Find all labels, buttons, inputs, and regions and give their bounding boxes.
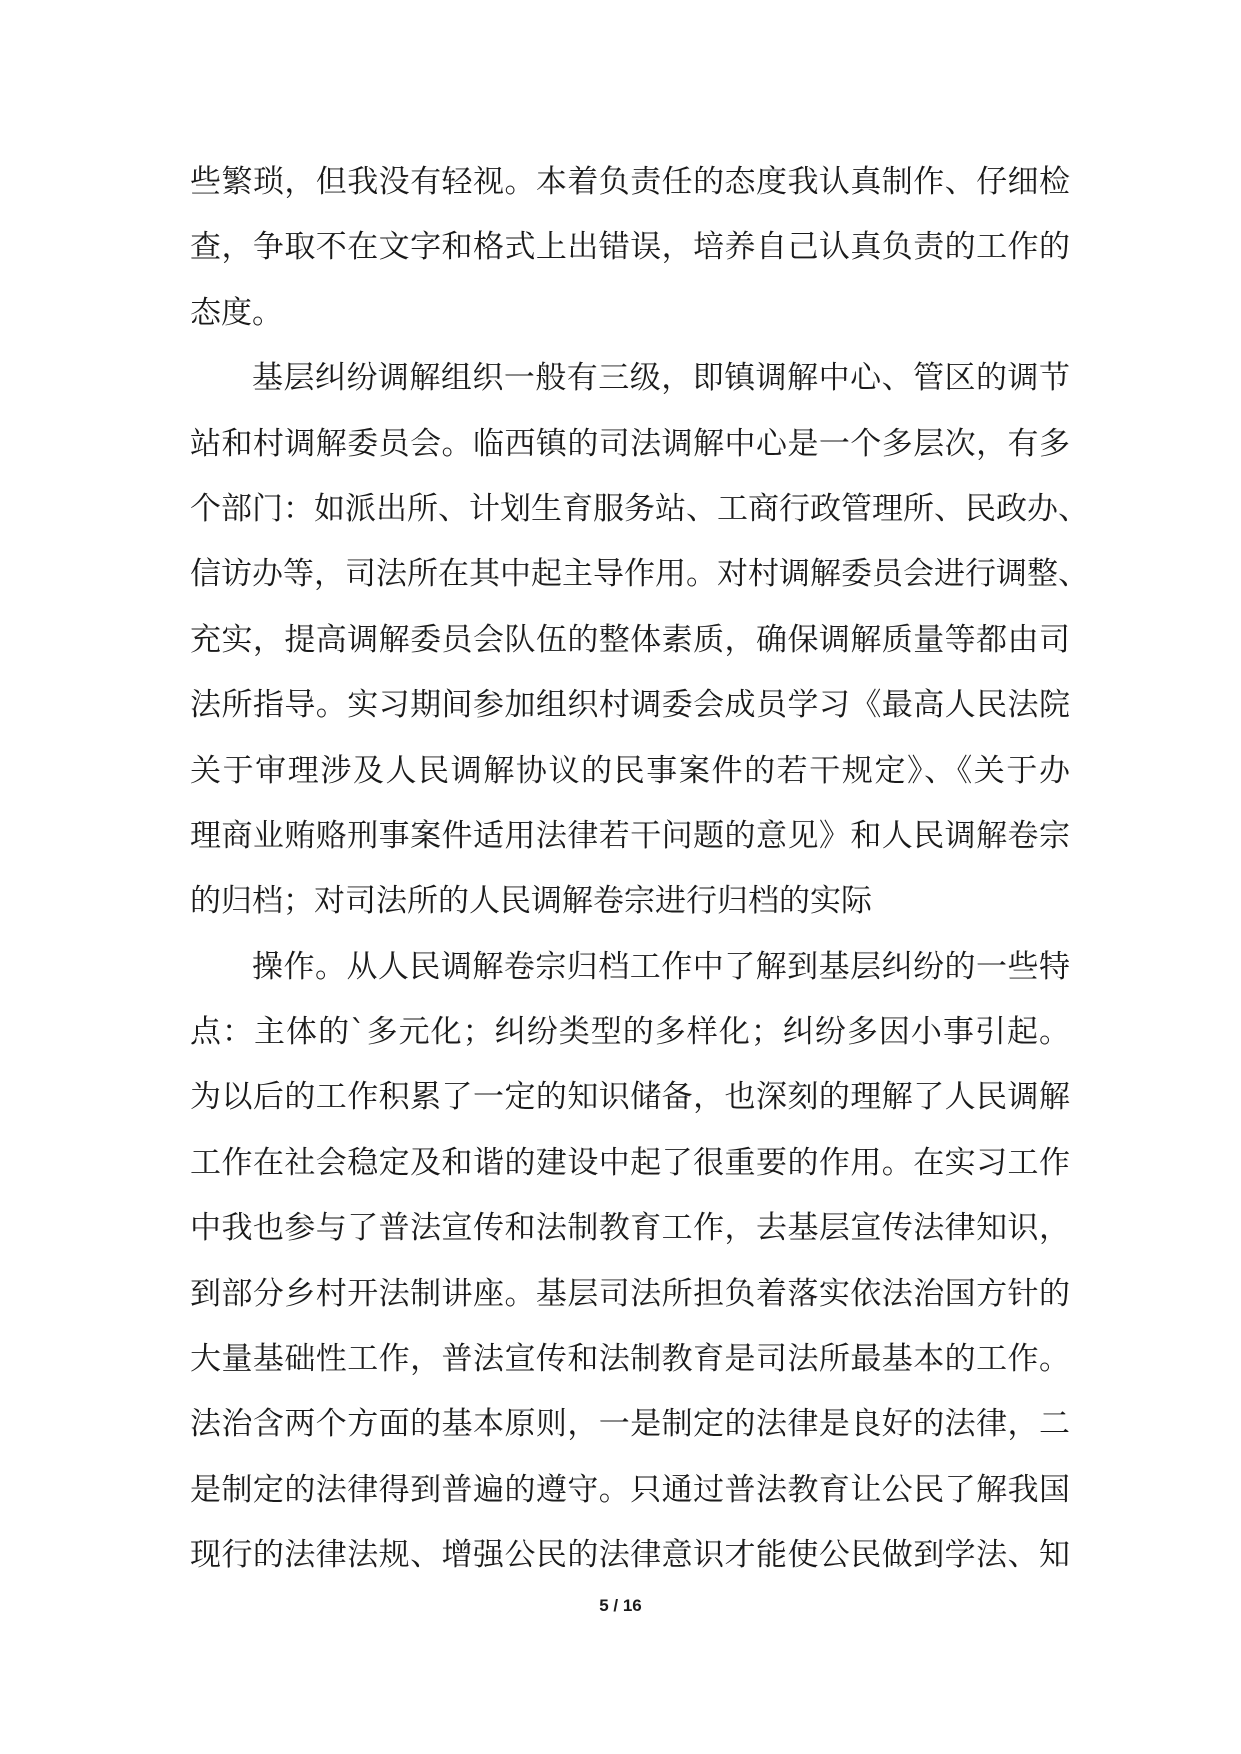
text-line: 查，争取不在文字和格式上出错误，培养自己认真负责的工作的 — [190, 229, 1070, 266]
text-line: 充实，提高调解委员会队伍的整体素质，确保调解质量等都由司 — [190, 621, 1070, 658]
page-number: 5 / 16 — [599, 1596, 642, 1615]
text-line: 基层纠纷调解组织一般有三级，即镇调解中心、管区的调节 — [252, 360, 1070, 397]
text-line: 法所指导。实习期间参加组织村调委会成员学习《最高人民法院 — [190, 687, 1070, 724]
text-line: 的归档；对司法所的人民调解卷宗进行归档的实际 — [190, 883, 872, 920]
text-line: 关于审理涉及人民调解协议的民事案件的若干规定》、《关于办 — [190, 752, 1070, 789]
text-line: 工作在社会稳定及和谐的建设中起了很重要的作用。在实习工作 — [190, 1144, 1070, 1181]
text-line: 是制定的法律得到普遍的遵守。只通过普法教育让公民了解我国 — [190, 1471, 1070, 1508]
text-line: 理商业贿赂刑事案件适用法律若干问题的意见》和人民调解卷宗 — [190, 817, 1070, 854]
text-line: 现行的法律法规、增强公民的法律意识才能使公民做到学法、知 — [190, 1537, 1070, 1574]
text-line: 点：主体的`多元化；纠纷类型的多样化；纠纷多因小事引起。 — [190, 1014, 1070, 1051]
text-line: 态度。 — [190, 294, 283, 331]
text-line: 到部分乡村开法制讲座。基层司法所担负着落实依法治国方针的 — [190, 1275, 1070, 1312]
text-line: 站和村调解委员会。临西镇的司法调解中心是一个多层次，有多 — [190, 425, 1070, 462]
text-line: 大量基础性工作，普法宣传和法制教育是司法所最基本的工作。 — [190, 1341, 1070, 1378]
text-line: 法治含两个方面的基本原则，一是制定的法律是良好的法律，二 — [190, 1406, 1070, 1443]
body-text — [190, 162, 1089, 1601]
text-line: 为以后的工作积累了一定的知识储备，也深刻的理解了人民调解 — [190, 1079, 1070, 1116]
text-line: 中我也参与了普法宣传和法制教育工作，去基层宣传法律知识， — [190, 1210, 1070, 1247]
text-line: 信访办等，司法所在其中起主导作用。对村调解委员会进行调整、 — [190, 556, 1089, 593]
text-line: 个部门：如派出所、计划生育服务站、工商行政管理所、民政办、 — [190, 490, 1089, 527]
text-line: 操作。从人民调解卷宗归档工作中了解到基层纠纷的一些特 — [252, 948, 1070, 985]
text-line: 些繁琐，但我没有轻视。本着负责任的态度我认真制作、仔细检 — [190, 164, 1070, 200]
